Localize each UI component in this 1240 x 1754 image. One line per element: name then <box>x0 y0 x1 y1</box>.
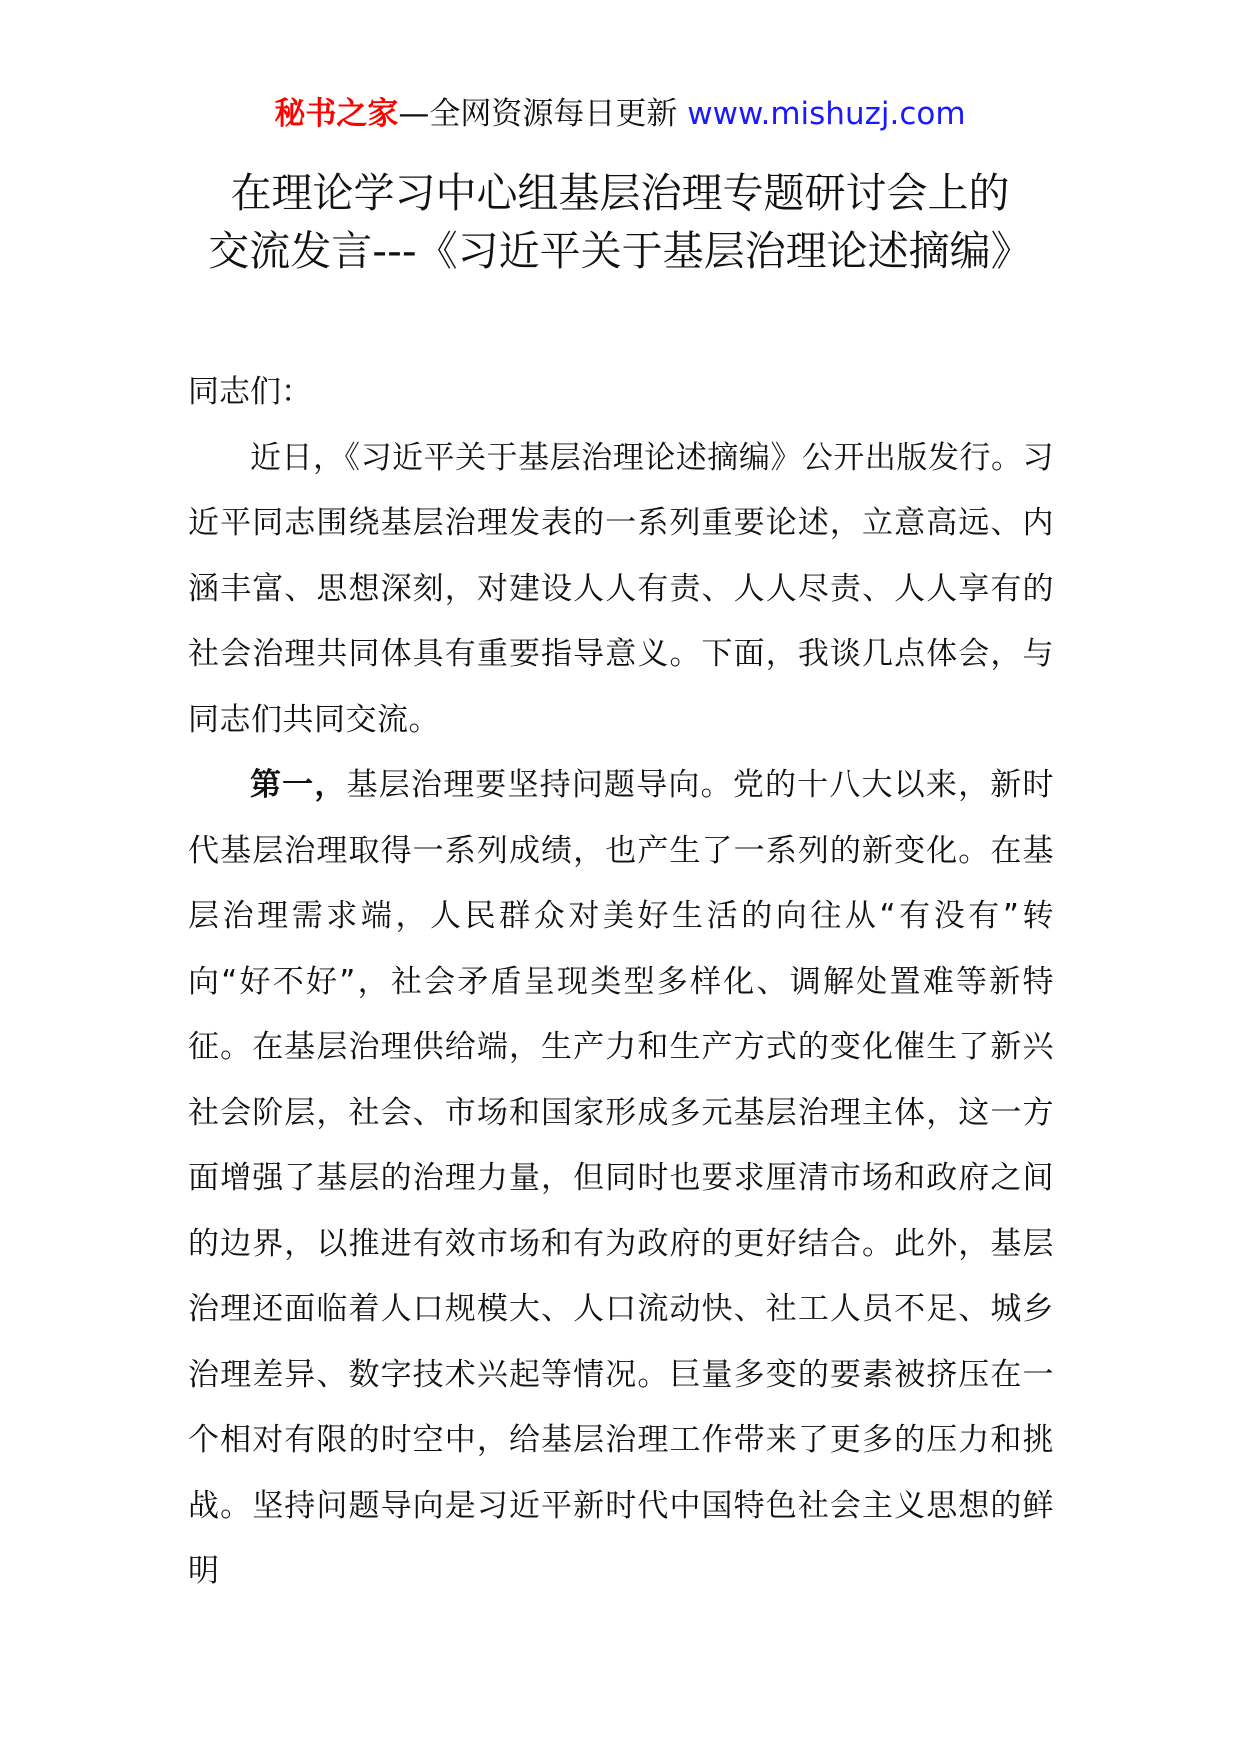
title-line-2: 交流发言---《习近平关于基层治理论述摘编》 <box>208 227 1032 275</box>
paragraph-intro: 近日，《习近平关于基层治理论述摘编》公开出版发行。习近平同志围绕基层治理发表的一系列重要论述，立意高远、内涵丰富、思想深刻，对建设人人有责、人人尽责、人人享有的社会治理共同体具有重要指导意义。下面，我谈几点体会，与同志们共同交流。 <box>188 439 1054 738</box>
document-body <box>188 360 1054 1605</box>
paragraph-text: 基层治理要坚持问题导向。党的十八大以来，新时代基层治理取得一系列成绩，也产生了一系列的新变化。在基层治理需求端，人民群众对美好生活的向往从“有没有”转向“好不好”，社会矛盾呈现类型多样化、调解处置难等新特征。在基层治理供给端，生产力和生产方式的变化催生了新兴社会阶层，社会、市场和国家形成多元基层治理主体，这一方面增强了基层的治理力量，但同时也要求厘清市场和政府之间的边界，以推进有效市场和有为政府的更好结合。此外，基层治理还面临着人口规模大、人口流动快、社工人员不足、城乡治理差异、数字技术兴起等情况。巨量多变的要素被挤压在一个相对有限的时空中，给基层治理工作带来了更多的压力和挑战。坚持问题导向是习近平新时代中国特色社会主义思想的鲜明 <box>188 767 1054 1589</box>
salutation: 同志们： <box>188 374 312 410</box>
site-slogan: —全网资源每日更新 <box>398 96 678 132</box>
paragraph-point-one <box>188 753 1054 1605</box>
site-brand: 秘书之家 <box>274 96 399 132</box>
site-url-link[interactable]: www.mishuzj.com <box>677 96 966 132</box>
paragraph-lead: 第一， <box>250 767 347 803</box>
title-line-1: 在理论学习中心组基层治理专题研讨会上的 <box>230 169 1010 217</box>
site-header <box>0 94 1240 134</box>
document-title <box>0 164 1240 280</box>
